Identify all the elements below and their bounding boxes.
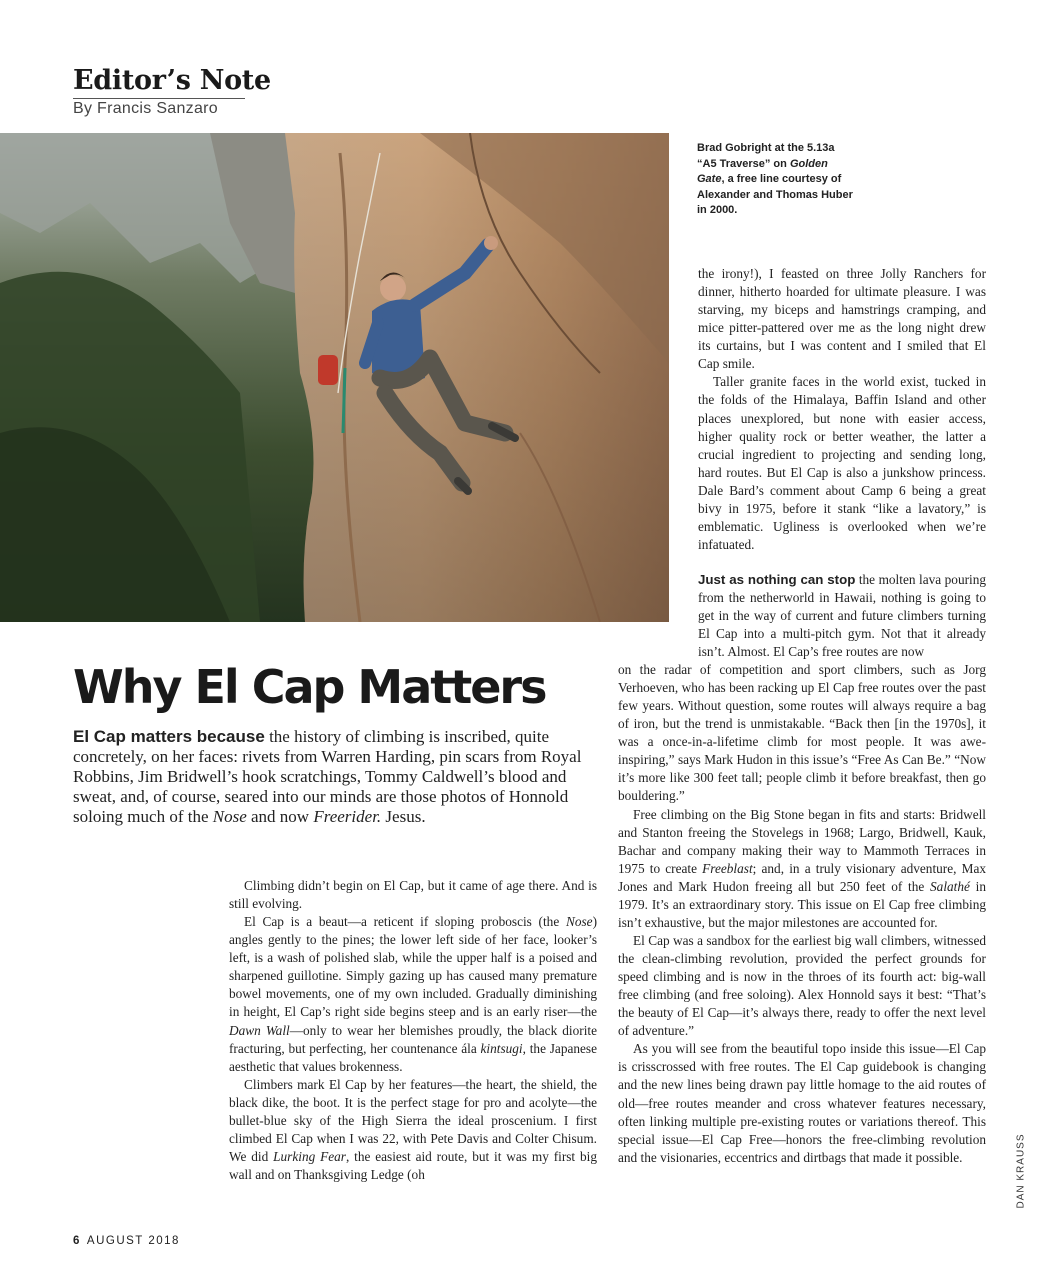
paragraph: Free climbing on the Big Stone began in fits and starts: Bridwell and Stanton freeing the Stovelegs in 1968; Largo, Bridwell, Kauk, Bachar and company making their way to Mammoth Terraces in 1975 to create Freeblast; and, in a truly visionary adventure, Max Jones and Mark Hudon freeing all but 250 feet of the Salathé in 1979. It’s an extraordinary story. This issue on El Cap free climbing isn’t exhaustive, but the major milestones are accounted for. — [618, 806, 987, 930]
article-headline: Why El Cap Matters — [73, 660, 546, 714]
paragraph: Climbing didn’t begin on El Cap, but it came of age there. And is still evolving. — [229, 878, 597, 912]
photo-caption: Brad Gobright at the 5.13a “A5 Traverse” on Golden Gate, a free line courtesy of Alexander and Thomas Huber in 2000. — [697, 142, 853, 216]
title-underline — [73, 98, 245, 99]
body-column-left — [229, 877, 597, 1184]
section-title: Editor’s Note — [73, 65, 271, 96]
body-column-right-top — [698, 265, 986, 554]
paragraph: Just as nothing can stop the molten lava pouring from the netherworld in Hawaii, nothing is going to get in the way of current and future climbers turning El Cap into a multi-pitch gym. Not that it already isn’t. Almost. El Cap’s free routes are now — [698, 572, 987, 660]
paragraph: El Cap was a sandbox for the earliest big wall climbers, witnessed the clean-climbing revolution, provided the perfect grounds for speed climbing and is now in the throes of its fourth act: big-wall free climbing (and free soloing). Alex Honnold says it best: “That’s the beauty of El Cap—it’s always there, ready to offer the next level of adventure.” — [618, 932, 986, 1039]
paragraph: Taller granite faces in the world exist, tucked in the folds of the Himalaya, Baffin Island and other places unexplored, but none with easier access, higher quality rock or better weather, the latter a crucial ingredient to projecting and sending long, hard routes. But El Cap is also a junkshow princess. Dale Bard’s comment about Camp 6 being a great bivy in 1975, before it stank “like a lavatory,” is emblematic. Ugliness is overlooked when we’re infatuated. — [698, 374, 986, 552]
body-column-right-wrap — [698, 571, 986, 661]
paragraph: El Cap is a beaut—a reticent if sloping proboscis (the Nose) angles gently to the pines; the lower left side of her face, looker’s left, is a wash of polished slab, while the upper half is a poised and sharpened guillotine. Simply gazing up has caused many premature bowel movements, one of my own included. Gradually diminishing in height, El Cap’s right side begins steep and is an early riser—the Dawn Wall—only to wear her blemishes proudly, the black diorite fracturing, but perfecting, her countenance ála kintsugi, the Japanese aesthetic that values brokenness. — [229, 914, 597, 1074]
paragraph: on the radar of competition and sport climbers, such as Jorg Verhoeven, who has been racking up El Cap free routes over the past few years. Without question, some routes will always require a bag of iron, but the trend is unmistakable. “Back then [in the 1970s], it was a once-in-a-lifetime climb for most people. It was awe-inspiring,” says Mark Hudon in this issue’s “Free As Can Be.” “Now it’s more like 300 feet tall; people climb it before breakfast, then go bouldering.” — [618, 662, 986, 804]
issue-date: AUGUST 2018 — [86, 1235, 180, 1247]
byline: By Francis Sanzaro — [73, 100, 219, 117]
paragraph: the irony!), I feasted on three Jolly Ranchers for dinner, hitherto hoarded for ultimate pleasure. I was starving, my biceps and hamstrings cramping, and mice pitter-pattered over me as the long night drew its curtains, but I was content and I smiled that El Cap smile. — [698, 266, 986, 372]
paragraph: As you will see from the beautiful topo inside this issue—El Cap is crisscrossed with free routes. The El Cap guidebook is changing and the new lines being drawn pay little homage to the aid routes of old—free routes meander and cross whatever features necessary, often linking multiple pre-existing routes or variations thereof. This special issue—El Cap Free—honors the free-climbing revolution and the visionaries, eccentrics and dirtbags that made it possible. — [618, 1041, 986, 1165]
page-folio — [73, 1235, 180, 1247]
photo-credit: DAN KRAUSS — [1015, 1133, 1027, 1209]
page-number: 6 — [73, 1235, 81, 1247]
body-column-right — [618, 661, 986, 1167]
paragraph: Climbers mark El Cap by her features—the heart, the shield, the black dike, the boot. It is the perfect stage for pro and acolyte—the bullet-blue sky of the High Sierra the ideal proscenium. I first climbed El Cap when I was 22, with Pete Davis and Colter Chisum. We did Lurking Fear, the easiest aid route, but it was my first big wall and on Thanksgiving Ledge (oh — [229, 1076, 597, 1182]
climber-photo — [0, 133, 669, 622]
article-deck: El Cap matters because the history of climbing is inscribed, quite concretely, on her faces: rivets from Warren Harding, pin scars from Royal Robbins, Jim Bridwell’s hook scratchings, Tommy Caldwell’s blood and sweat, and, of course, seared into our minds are those photos of Honnold soloing much of the Nose and now Freerider. Jesus. — [73, 727, 582, 826]
